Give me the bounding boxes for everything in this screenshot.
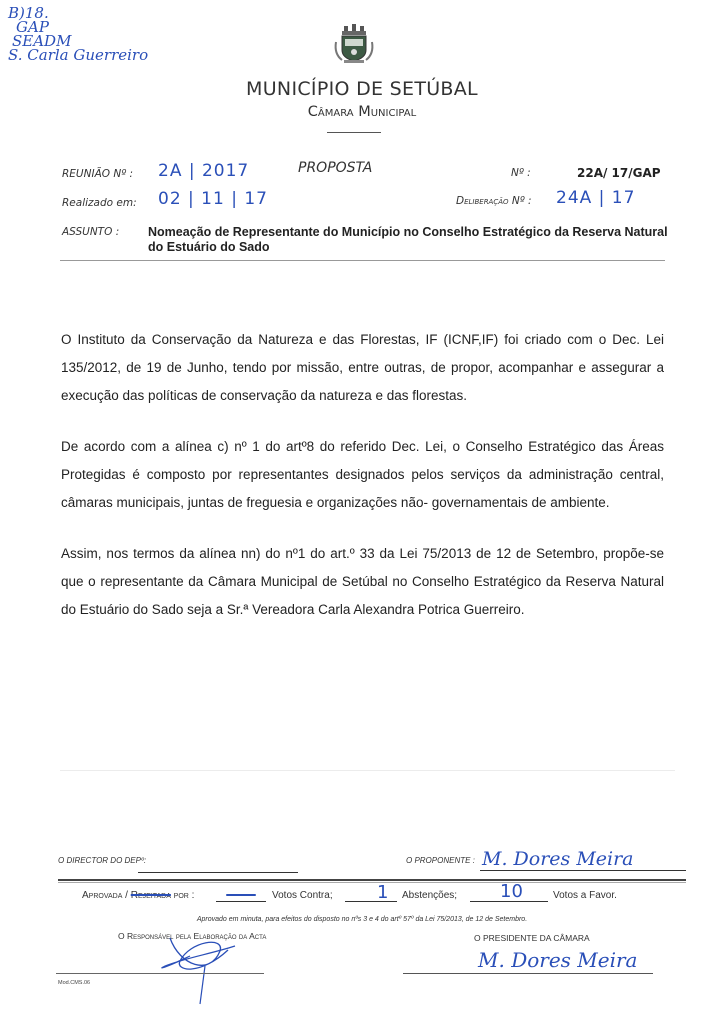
- proponente-label: O PROPONENTE :: [406, 856, 475, 865]
- aprovada-option: Aprovada: [82, 890, 123, 901]
- form-code: Mod.CMS.06: [58, 980, 91, 986]
- responsavel-label: O Responsável pela Elaboração da Acta: [118, 931, 267, 941]
- reuniao-value: 2A | 2017: [158, 161, 250, 181]
- por-handwritten-dash: [226, 894, 256, 896]
- rejeitada-option-struck: Rejeitada: [130, 890, 171, 901]
- votos-contra-label: Votos Contra;: [272, 890, 333, 901]
- deliberacao-value: 24A | 17: [556, 188, 636, 208]
- abstencoes-label: Abstenções;: [402, 890, 458, 901]
- assunto-divider: [60, 260, 665, 261]
- responsavel-signature: [150, 926, 240, 1006]
- numero-label: Nº :: [511, 167, 531, 179]
- proponente-signature: M. Dores Meira: [482, 848, 634, 870]
- title-divider: [327, 132, 381, 133]
- body-paragraph: De acordo com a alínea c) nº 1 do artº8 do referido Dec. Lei, o Conselho Estratégico das Áreas Protegidas é composto por representantes designados pelos serviços da administração central, câmaras municipais, juntas de freguesia e organizações não- governamentais de ambiente.: [61, 439, 664, 510]
- numero-value: 22A/ 17/GAP: [577, 166, 661, 180]
- director-signature-line: [138, 872, 298, 873]
- note-line: GAP: [16, 18, 49, 36]
- deliberacao-label: Deliberação Nº :: [456, 195, 532, 207]
- assunto-text: Nomeação de Representante do Município no Conselho Estratégico da Reserva Natural do Estuário do Sado: [148, 225, 668, 254]
- por-line: [216, 901, 266, 902]
- approval-status: [82, 890, 194, 901]
- presidente-label: O PRESIDENTE DA CÂMARA: [474, 933, 590, 943]
- presidente-signature-line: [403, 973, 653, 974]
- coat-of-arms-icon: [332, 24, 376, 64]
- body-paragraph: Assim, nos termos da alínea nn) do nº1 do art.º 33 da Lei 75/2013 de 12 de Setembro, propõe-se que o representante da Câmara Municipal de Setúbal no Conselho Estratégico da Reserva Natural do Estuário do Sado seja a Sr.ª Vereadora Carla Alexandra Potrica Guerreiro.: [61, 546, 664, 617]
- abstencoes-value: 10: [500, 881, 523, 902]
- note-line: S. Carla Guerreiro: [8, 46, 149, 64]
- body-paragraph: O Instituto da Conservação da Natureza e das Florestas, IF (ICNF,IF) foi criado com o Dec. Lei 135/2012, de 19 de Junho, tendo por missão, entre outras, de propor, acompanhar e assegurar a execução das políticas de conservação da natureza e das florestas.: [61, 332, 664, 403]
- presidente-signature: M. Dores Meira: [478, 948, 638, 972]
- faint-scan-line: [60, 770, 675, 771]
- director-label: O DIRECTOR DO DEPº:: [58, 856, 147, 865]
- handwritten-routing-note: [8, 6, 148, 62]
- realizado-label: Realizado em:: [62, 197, 137, 209]
- minuta-note: Aprovado em minuta, para efeitos do disposto no nºs 3 e 4 do artº 57º da Lei 75/2013, de 12 de Setembro.: [196, 916, 528, 923]
- votos-contra-value: 1: [377, 882, 389, 903]
- assunto-label: ASSUNTO :: [62, 226, 120, 238]
- footer-divider-shadow: [58, 882, 686, 883]
- realizado-value: 02 | 11 | 17: [158, 189, 268, 209]
- reuniao-label: REUNIÃO Nº :: [62, 168, 134, 180]
- option-separator: /: [125, 890, 128, 901]
- note-line: B)18.: [8, 4, 49, 22]
- votos-contra-line: [345, 901, 397, 902]
- municipality-title: MUNICÍPIO DE SETÚBAL: [246, 78, 478, 100]
- footer-divider: [58, 879, 686, 881]
- responsavel-signature-line: [56, 973, 264, 974]
- municipality-subtitle: Câmara Municipal: [307, 104, 417, 120]
- votos-favor-label: Votos a Favor.: [553, 890, 617, 901]
- por-label: por :: [173, 890, 195, 901]
- note-line: SEADM: [12, 32, 72, 50]
- proponente-signature-line: [480, 870, 686, 871]
- document-type: PROPOSTA: [298, 160, 373, 176]
